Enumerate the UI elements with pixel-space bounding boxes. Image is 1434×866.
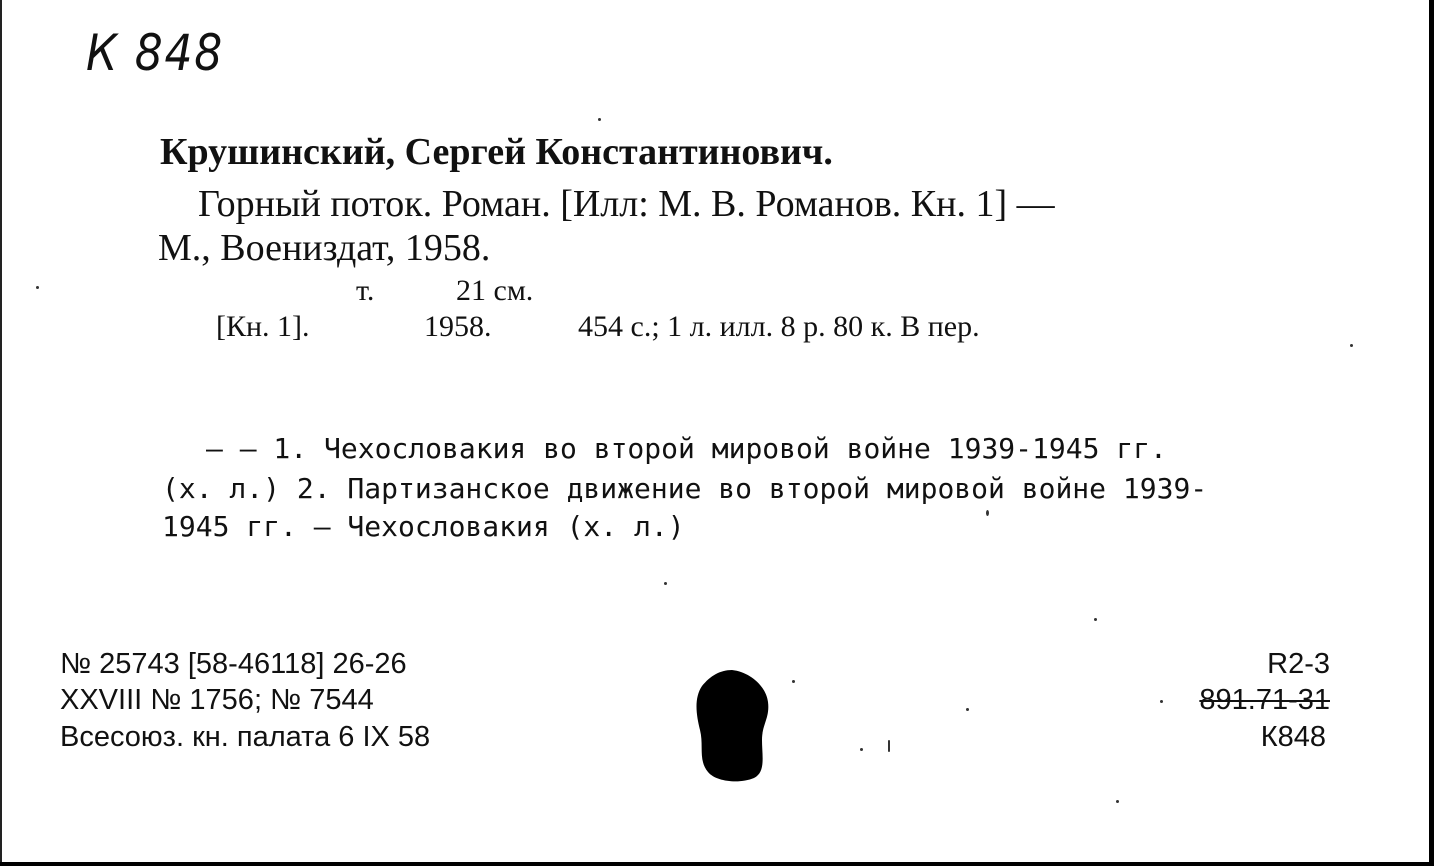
author-heading: Крушинский, Сергей Константинович. xyxy=(160,131,833,173)
book1-details: 454 с.; 1 л. илл. 8 р. 80 к. В пер. xyxy=(578,310,980,343)
classification-code: R2-3 xyxy=(1267,648,1330,680)
speck xyxy=(1160,700,1163,703)
speck xyxy=(664,582,667,585)
speck xyxy=(36,286,39,289)
card-left-edge xyxy=(0,0,2,866)
speck xyxy=(888,740,890,752)
book1-year: 1958. xyxy=(424,310,492,343)
subject-line-2: (х. л.) 2. Партизанское движение во второй мировой войне 1939- xyxy=(162,472,1208,505)
speck xyxy=(598,118,601,121)
registration-number: № 25743 [58-46118] 26-26 xyxy=(60,648,407,680)
struck-classification-code: 891.71-31 xyxy=(1199,684,1330,716)
card-bottom-border xyxy=(0,862,1434,866)
speck xyxy=(792,680,795,683)
subject-line-1: — — 1. Чехословакия во второй мировой войне 1939-1945 гг. xyxy=(206,432,1167,465)
subject-line-3: 1945 гг. — Чехословакия (х. л.) xyxy=(162,510,685,543)
speck xyxy=(966,708,969,711)
speck xyxy=(1116,800,1119,803)
title-statement: Горный поток. Роман. [Илл: М. В. Романов. Кн. 1] — xyxy=(198,183,1055,225)
author-mark: К848 xyxy=(1260,721,1326,753)
speck xyxy=(1094,618,1097,621)
card-right-border xyxy=(1429,0,1434,866)
book-chamber-imprint: Всесоюз. кн. палата 6 IX 58 xyxy=(60,721,431,753)
speck xyxy=(860,748,863,751)
book1-label: [Кн. 1]. xyxy=(216,310,310,343)
speck xyxy=(986,510,989,516)
speck xyxy=(1350,344,1353,347)
size-info: 21 см. xyxy=(456,274,534,307)
punch-hole xyxy=(692,668,772,784)
chronicle-reference: XXVIII № 1756; № 7544 xyxy=(60,684,374,716)
publication-info: М., Воениздат, 1958. xyxy=(158,227,491,269)
volume-label: т. xyxy=(356,274,375,307)
handwritten-call-mark: К 848 xyxy=(86,24,225,82)
